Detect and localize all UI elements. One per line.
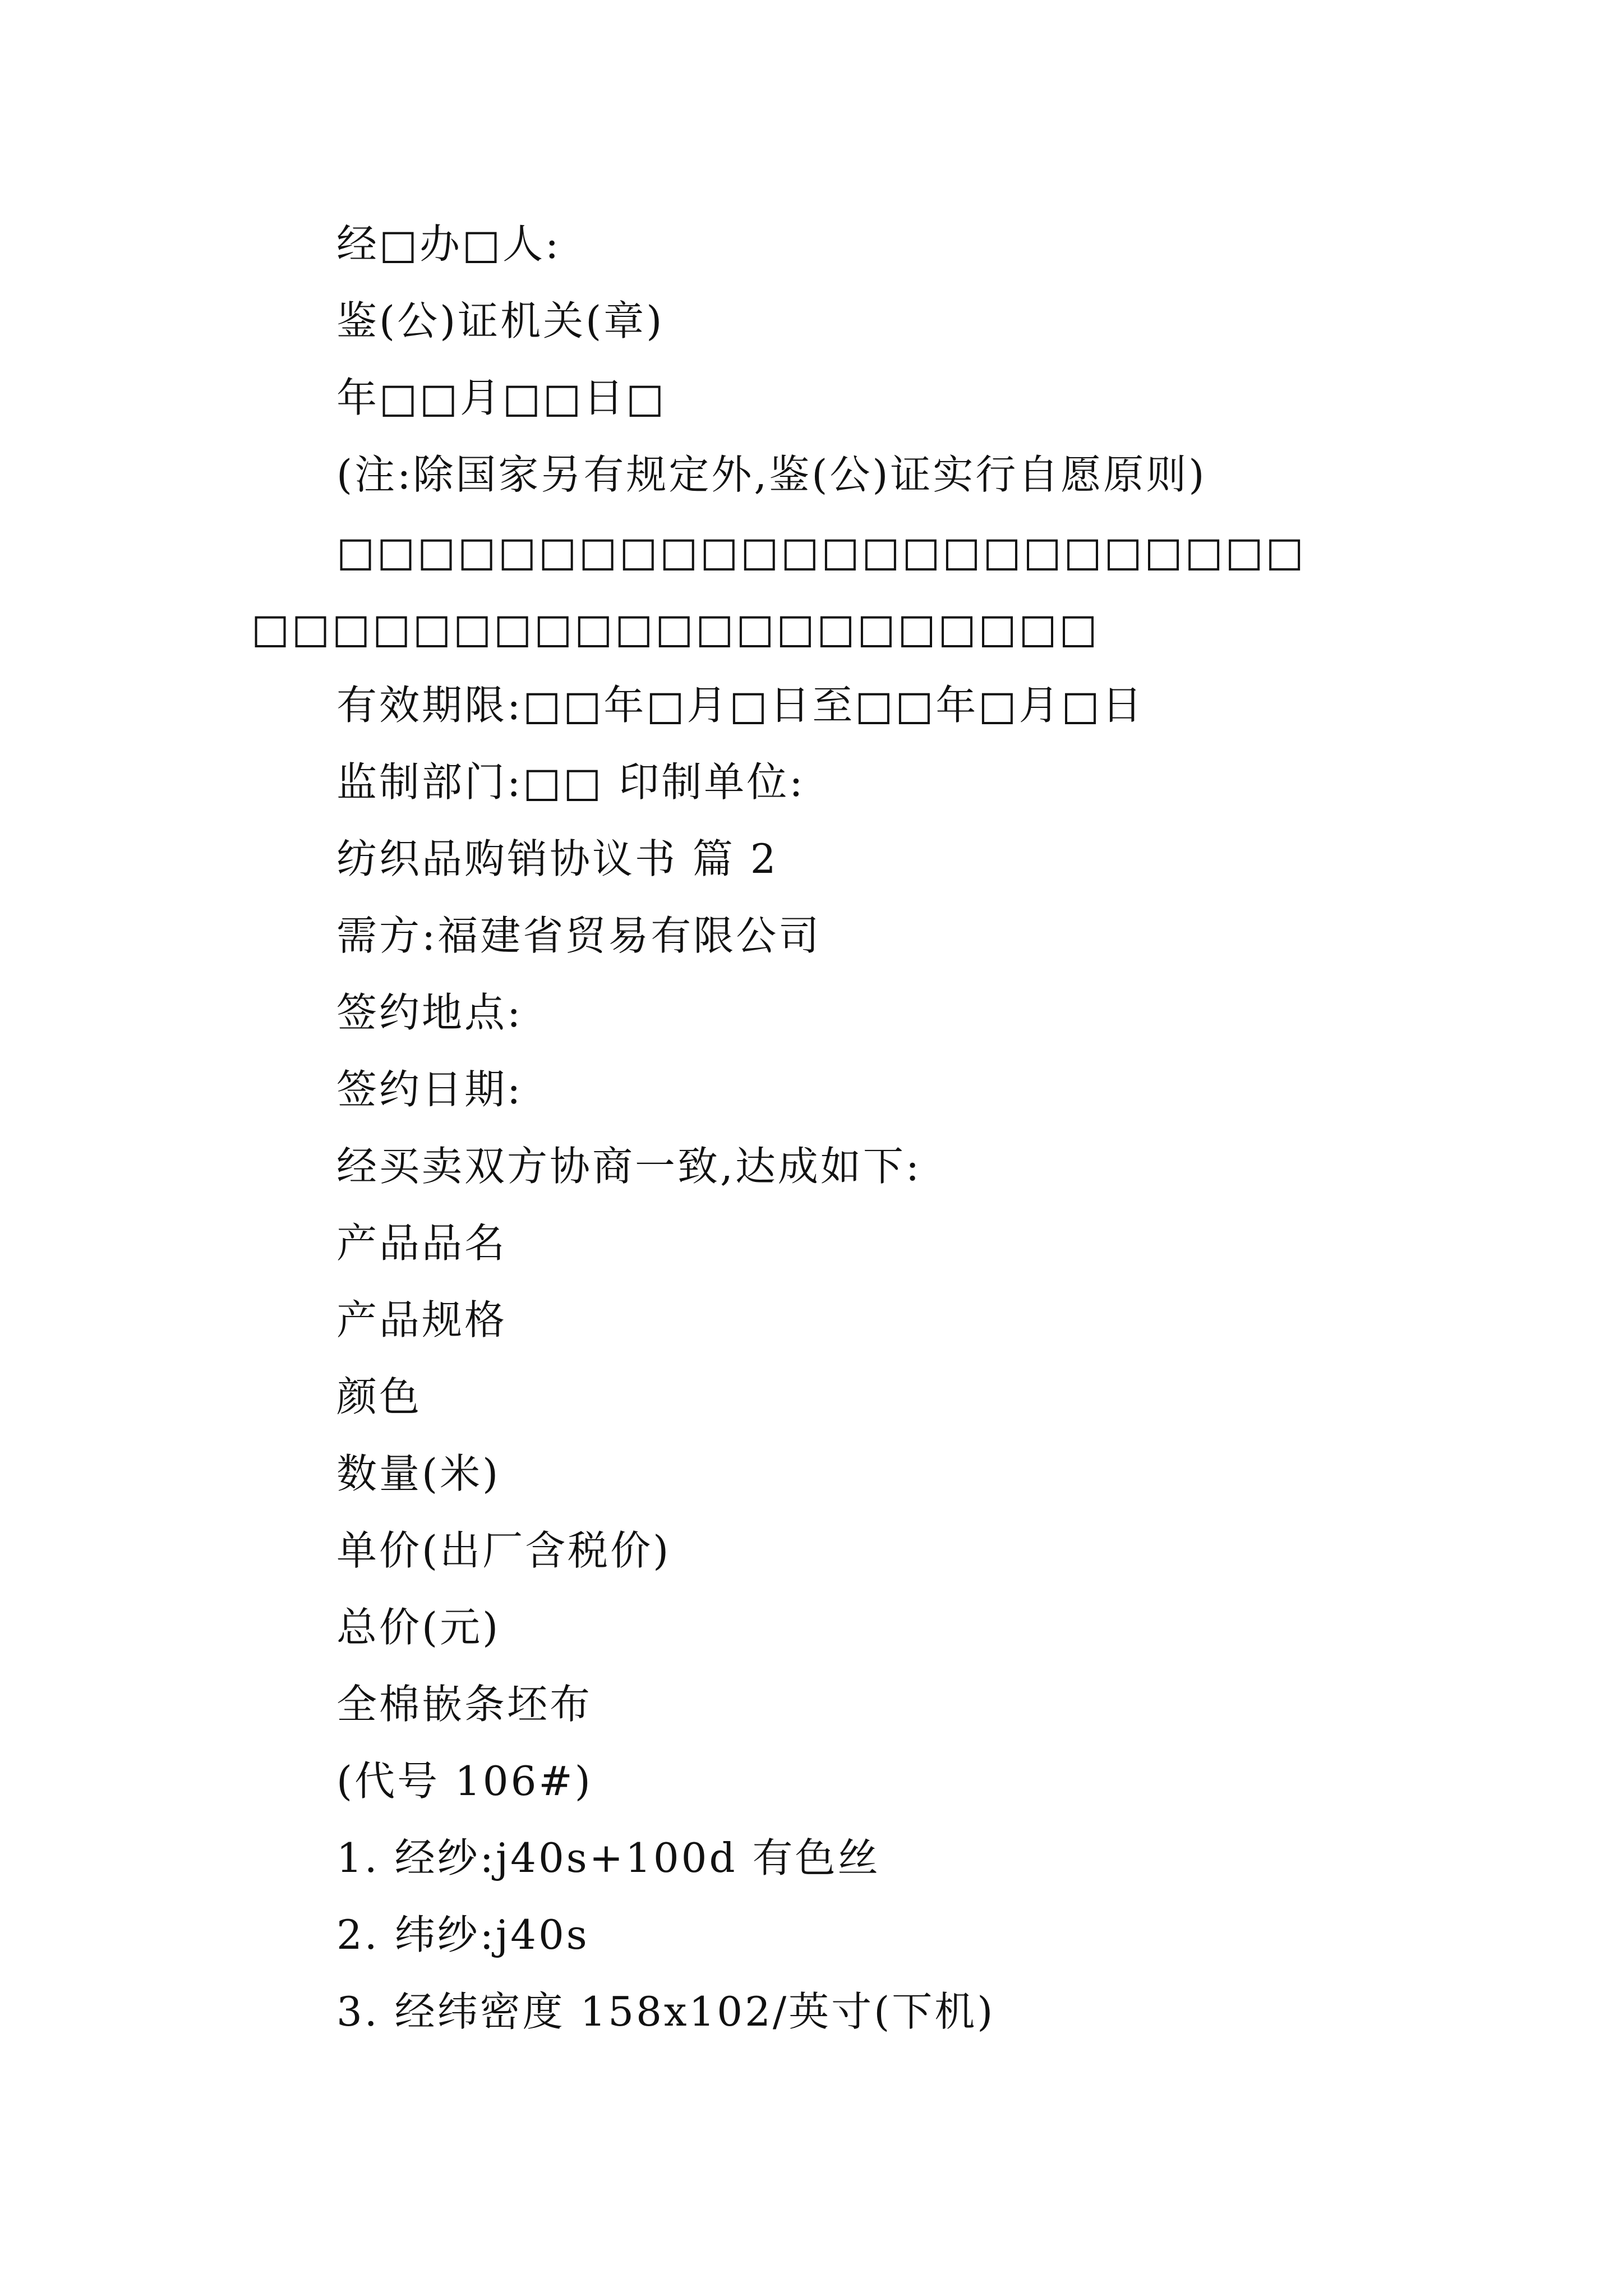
date-line: 年□□月□□日□ (336, 374, 667, 421)
notary-office-line: 鉴(公)证机关(章) (336, 297, 665, 344)
note-line: (注:除国家另有规定外,鉴(公)证实行自愿原则) (336, 451, 1207, 498)
signing-place-line: 签约地点: (336, 989, 523, 1036)
quantity-label: 数量(米) (336, 1450, 501, 1497)
supervisor-printer-line: 监制部门:□□ 印制单位: (336, 758, 805, 806)
agent-signature-line: 经□办□人: (336, 220, 561, 268)
unit-price-label: 单价(出厂含税价) (336, 1527, 671, 1574)
agreement-intro-line: 经买卖双方协商一致,达成如下: (336, 1143, 922, 1190)
spec-item-weft: 2. 纬纱:j40s (336, 1911, 589, 1958)
section-title: 纺织品购销协议书 篇 2 (336, 835, 778, 882)
product-spec-label: 产品规格 (336, 1296, 508, 1343)
product-code-value: (代号 106#) (336, 1757, 593, 1805)
spec-item-warp: 1. 经纱:j40s+100d 有色丝 (336, 1834, 880, 1881)
spec-item-density: 3. 经纬密度 158x102/英寸(下机) (336, 1988, 995, 2035)
signing-date-line: 签约日期: (336, 1066, 523, 1113)
buyer-line: 需方:福建省贸易有限公司 (336, 912, 822, 959)
product-name-label: 产品品名 (336, 1220, 508, 1267)
validity-period-line: 有效期限:□□年□月□日至□□年□月□日 (336, 682, 1145, 729)
placeholder-row: □□□□□□□□□□□□□□□□□□□□□□□□ (336, 528, 1306, 575)
placeholder-row-continued: □□□□□□□□□□□□□□□□□□□□□ (251, 605, 1100, 652)
total-price-label: 总价(元) (336, 1604, 501, 1651)
product-name-value: 全棉嵌条坯布 (336, 1681, 593, 1728)
color-label: 颜色 (336, 1373, 422, 1420)
